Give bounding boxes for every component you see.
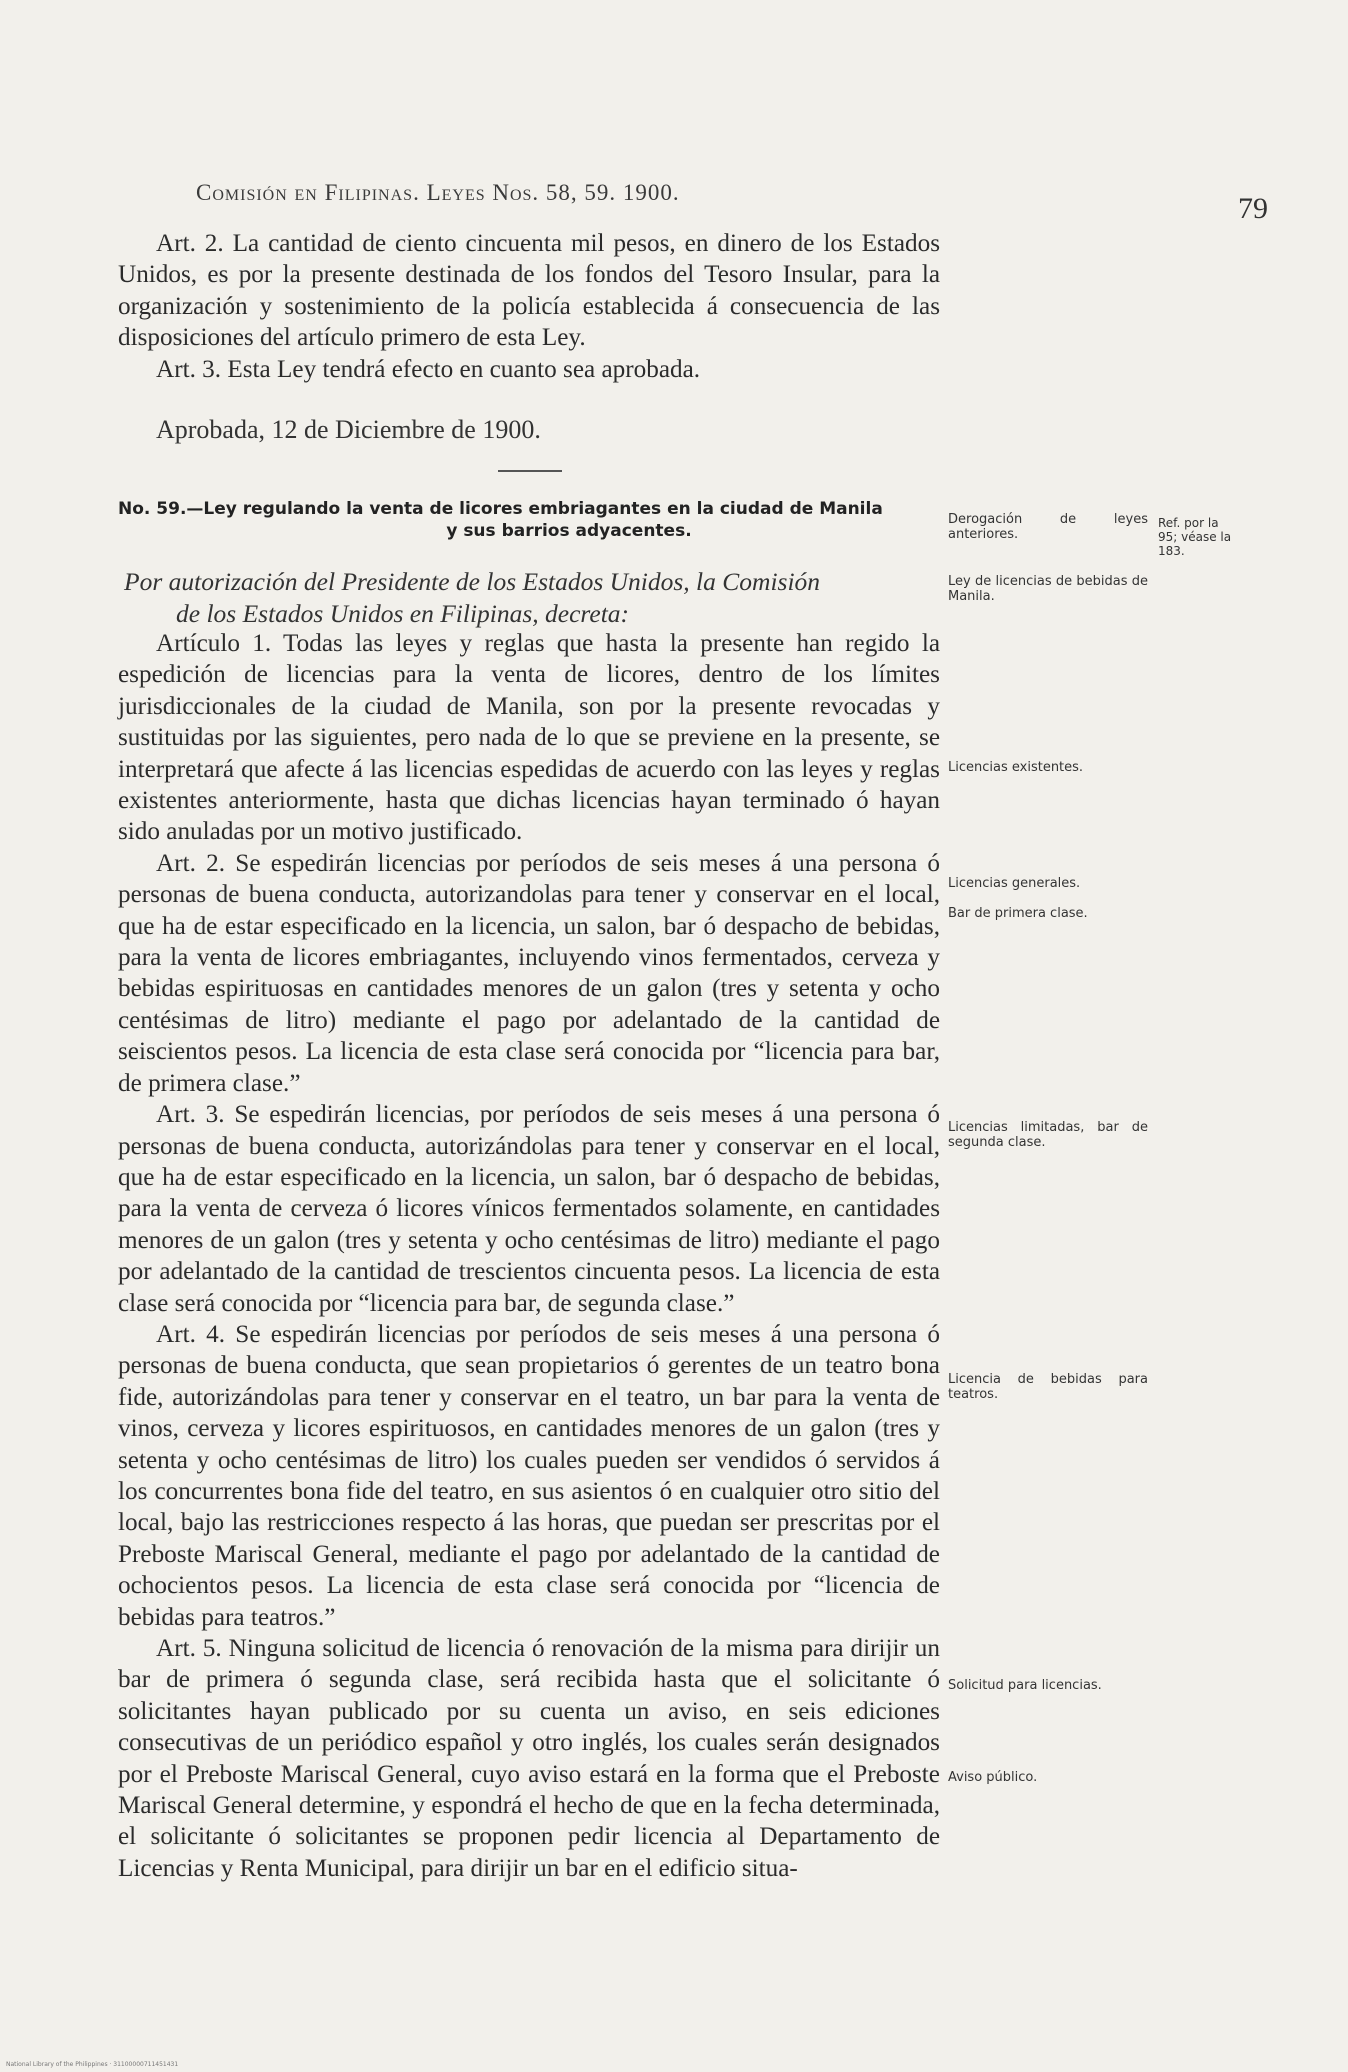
law-59-article-4: Art. 4. Se espedirán licencias por períodos de seis meses á una persona ó personas de buena conducta, que sean propietarios ó gerentes de un teatro bona fide, autorizándolas para tener y conservar en el teatro, un bar para la venta de vinos, cerveza y licores espirituosos, en cantidades menores de un galon (tres y setenta y ocho centésimas de litro) los cuales pueden ser vendidos ó servidos á los concurrentes bona fide del teatro, en sus asientos ó en cualquier otro sitio del local, bajo las restricciones respecto á las horas, que puedan ser prescritas por el Preboste Mariscal General, mediante el pago por adelantado de la cantidad de ochocientos pesos. La licencia de esta clase será conocida por “licencia de bebidas para teatros.” <box>118 1320 940 1631</box>
margin-note-ley-licencias: Ley de licencias de bebidas de Manila. <box>948 574 1148 604</box>
law-59-article-5: Art. 5. Ninguna solicitud de licencia ó renovación de la misma para dirijir un bar de primera ó segunda clase, será recibida hasta que el solicitante ó solicitantes hayan publicado por su cuenta un aviso, en seis ediciones consecutivas de un periódico español y otro inglés, los cuales serán designados por el Preboste Mariscal General, cuyo aviso estará en la forma que el Preboste Mariscal General determine, y espondrá el hecho de que en la fecha determinada, el solicitante ó solicitantes se proponen pedir licencia al Departamento de Licencias y Renta Municipal, para dirijir un bar en el edificio situa- <box>118 1635 940 1882</box>
law-58-article-3: Art. 3. Esta Ley tendrá efecto en cuanto sea aprobada. <box>156 355 701 383</box>
law-59-articles <box>118 628 940 1884</box>
law-59-title <box>118 498 940 542</box>
law-58-article-2: Art. 2. La cantidad de ciento cincuenta mil pesos, en dinero de los Estados Unidos, es por la presente destinada de los fondos del Tesoro Insular, para la organización y sostenimiento de la policía establecida á consecuencia de las disposiciones del artículo primero de esta Ley. <box>118 230 940 352</box>
scan-credit: National Library of the Philippines · 31100000711451431 <box>6 2061 179 2068</box>
law-59-preamble <box>118 566 940 630</box>
section-divider <box>498 470 562 472</box>
preamble-line-2: de los Estados Unidos en Filipinas, decreta: <box>176 599 630 628</box>
running-header: Comisión en Filipinas. Leyes Nos. 58, 59. 1900. <box>196 180 680 205</box>
preamble-line-1: Por autorización del Presidente de los Estados Unidos, la Comisión <box>124 567 821 596</box>
margin-note-solicitud: Solicitud para licencias. <box>948 1678 1102 1693</box>
approval-date: Aprobada, 12 de Diciembre de 1900. <box>156 415 541 444</box>
margin-note-reference: Ref. por la 95; véase la 183. <box>1158 516 1232 558</box>
page-number: 79 <box>1238 192 1268 225</box>
law-59-article-1: Artículo 1. Todas las leyes y reglas que hasta la presente han regido la espedición de licencias para la venta de licores, dentro de los límites jurisdiccionales de la ciudad de Manila, son por la presente revocadas y sustituidas por las siguientes, pero nada de lo que se previene en la presente, se interpretará que afecte á las licencias espedidas de acuerdo con las leyes y reglas existentes anteriormente, hasta que dichas licencias hayan terminado ó hayan sido anuladas por un motivo justificado. <box>118 630 940 846</box>
margin-note-limitadas: Licencias limitadas, bar de segunda clase. <box>948 1120 1148 1150</box>
margin-note-derogacion: Derogación de leyes anteriores. <box>948 512 1148 542</box>
margin-note-primera: Bar de primera clase. <box>948 906 1088 921</box>
margin-note-existentes: Licencias existentes. <box>948 760 1084 775</box>
law-59-title-line-1: No. 59.—Ley regulando la venta de licores embriagantes en la ciudad de Manila <box>118 499 883 519</box>
law-58-articles <box>118 228 940 385</box>
law-59-article-3: Art. 3. Se espedirán licencias, por períodos de seis meses á una persona ó personas de buena conducta, autorizándolas para tener y conservar en el local, que ha de estar especificado en la licencia, un salon, bar ó despacho de bebidas, para la venta de cerveza ó licores vínicos fermentados solamente, en cantidades menores de un galon (tres y setenta y ocho centésimas de litro) mediante el pago por adelantado de la cantidad de trescientos cincuenta pesos. La licencia de esta clase será conocida por “licencia para bar, de segunda clase.” <box>118 1101 940 1317</box>
law-59-article-2: Art. 2. Se espedirán licencias por períodos de seis meses á una persona ó personas de buena conducta, autorizandolas para tener y conservar en el local, que ha de estar especificado en la licencia, un salon, bar ó despacho de bebidas, para la venta de licores embriagantes, incluyendo vinos fermentados, cerveza y bebidas espirituosas en cantidades menores de un galon (tres y setenta y ocho centésimas de litro) mediante el pago por adelantado de la cantidad de seiscientos pesos. La licencia de esta clase será conocida por “licencia para bar, de primera clase.” <box>118 849 940 1097</box>
margin-note-generales: Licencias generales. <box>948 876 1081 891</box>
law-59-title-line-2: y sus barrios adyacentes. <box>446 521 692 541</box>
margin-note-aviso: Aviso público. <box>948 1770 1038 1785</box>
margin-note-teatros: Licencia de bebidas para teatros. <box>948 1372 1148 1402</box>
